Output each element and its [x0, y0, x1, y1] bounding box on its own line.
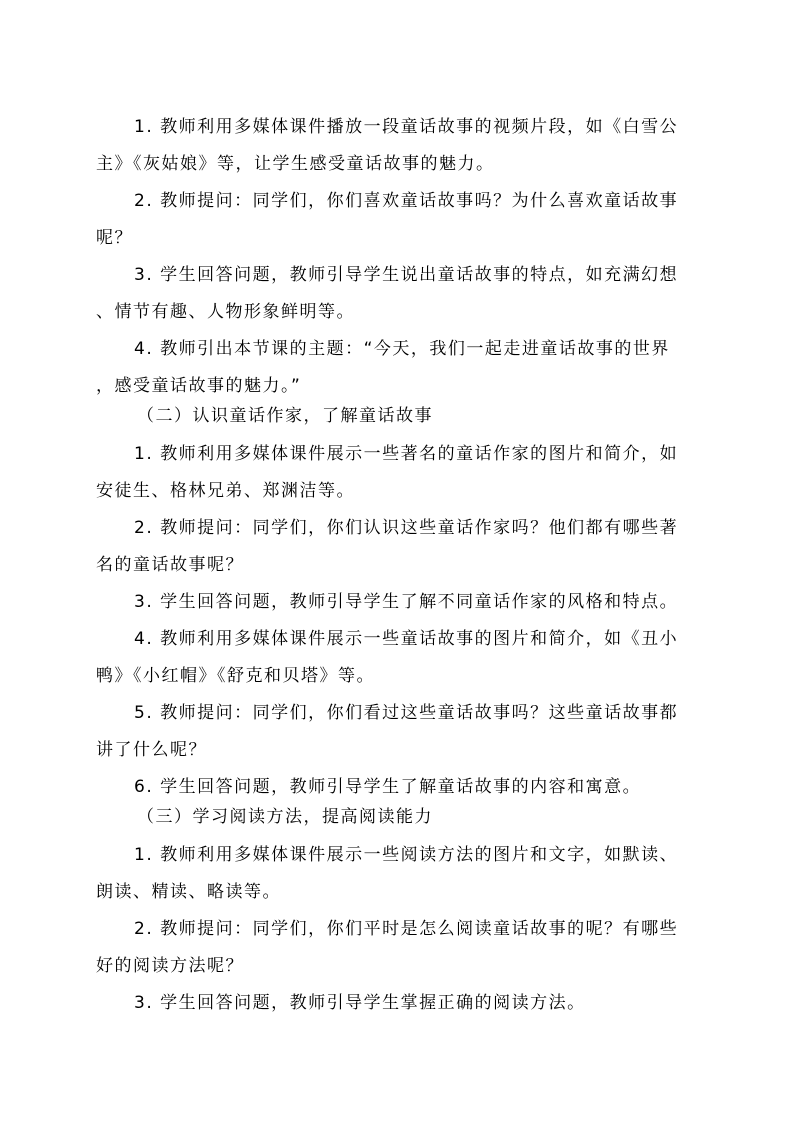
paragraph-line: 2. 教师提问：同学们，你们喜欢童话故事吗？为什么喜欢童话故事 — [134, 191, 679, 211]
paragraph-line: 、情节有趣、人物形象鲜明等。 — [96, 302, 355, 322]
section-heading: （三）学习阅读方法，提高阅读能力 — [137, 807, 433, 827]
paragraph-line: 6. 学生回答问题，教师引导学生了解童话故事的内容和寓意。 — [134, 777, 642, 797]
paragraph-line: 1. 教师利用多媒体课件展示一些阅读方法的图片和文字，如默读、 — [134, 845, 679, 865]
paragraph-line: 1. 教师利用多媒体课件播放一段童话故事的视频片段，如《白雪公 — [134, 117, 679, 137]
paragraph-line: 2. 教师提问：同学们，你们平时是怎么阅读童话故事的呢？有哪些 — [134, 919, 679, 939]
paragraph-line: 1. 教师利用多媒体课件展示一些著名的童话作家的图片和简介，如 — [134, 444, 679, 464]
paragraph-line: 名的童话故事呢？ — [96, 555, 244, 575]
paragraph-line: ，感受童话故事的魅力。” — [96, 376, 302, 396]
paragraph-line: 讲了什么呢？ — [96, 740, 207, 760]
paragraph-line: 好的阅读方法呢？ — [96, 956, 244, 976]
paragraph-line: 5. 教师提问：同学们，你们看过这些童话故事吗？这些童话故事都 — [134, 703, 679, 723]
paragraph-line: 鸭》《小红帽》《舒克和贝塔》等。 — [96, 666, 375, 686]
paragraph-line: 安徒生、格林兄弟、郑渊洁等。 — [96, 481, 355, 501]
paragraph-line: 3. 学生回答问题，教师引导学生了解不同童话作家的风格和特点。 — [134, 592, 679, 612]
paragraph-line: 4. 教师利用多媒体课件展示一些童话故事的图片和简介，如《丑小 — [134, 629, 679, 649]
section-heading: （二）认识童话作家，了解童话故事 — [137, 406, 433, 426]
paragraph-line: 3. 学生回答问题，教师引导学生说出童话故事的特点，如充满幻想 — [134, 265, 679, 285]
paragraph-line: 朗读、精读、略读等。 — [96, 882, 281, 902]
paragraph-line: 主》《灰姑娘》等，让学生感受童话故事的魅力。 — [96, 154, 495, 174]
paragraph-line: 4. 教师引出本节课的主题：“今天，我们一起走进童话故事的世界 — [134, 339, 670, 359]
paragraph-line: 2. 教师提问：同学们，你们认识这些童话作家吗？他们都有哪些著 — [134, 518, 679, 538]
paragraph-line: 呢？ — [96, 228, 133, 248]
paragraph-line: 3. 学生回答问题，教师引导学生掌握正确的阅读方法。 — [134, 993, 586, 1013]
